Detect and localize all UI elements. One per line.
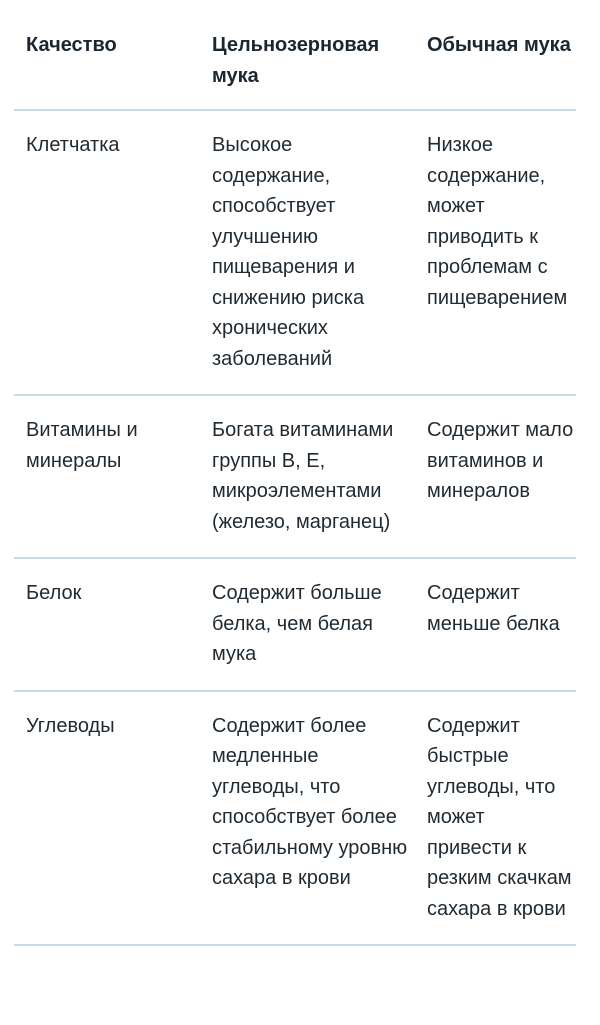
cell-wholegrain: Содержит больше белка, чем белая мука xyxy=(212,582,382,665)
cell-quality: Витамины и минералы xyxy=(26,419,138,472)
table-header-row xyxy=(14,0,576,110)
cell-wholegrain: Содержит более медленные углеводы, что способствует более стабильному уровню сахара в крови xyxy=(212,714,408,889)
table-row xyxy=(14,110,576,395)
cell-wholegrain: Богата витаминами группы B, E, микроэлементами (железо, марганец) xyxy=(212,419,394,533)
cell-regular: Низкое содержание, может приводить к проблемам с пищеварением xyxy=(427,134,568,309)
cell-regular: Содержит быстрые углеводы, что может привести к резким скачкам сахара в крови xyxy=(427,714,572,920)
header-regular-flour: Обычная мука xyxy=(427,34,571,56)
cell-quality: Клетчатка xyxy=(26,134,120,156)
cell-quality: Углеводы xyxy=(26,714,115,737)
comparison-table xyxy=(14,0,576,946)
header-wholegrain-flour: Цельнозерновая мука xyxy=(212,34,380,87)
cell-regular: Содержит меньше белка xyxy=(427,582,560,635)
cell-quality: Белок xyxy=(26,582,82,604)
cell-wholegrain: Высокое содержание, способствует улучшению пищеварения и снижению риска хронических заболеваний xyxy=(212,134,365,370)
cell-regular: Содержит мало витаминов и минералов xyxy=(427,419,574,502)
table-row xyxy=(14,395,576,558)
table-row xyxy=(14,558,576,691)
table-row xyxy=(14,691,576,946)
header-quality: Качество xyxy=(26,34,117,56)
